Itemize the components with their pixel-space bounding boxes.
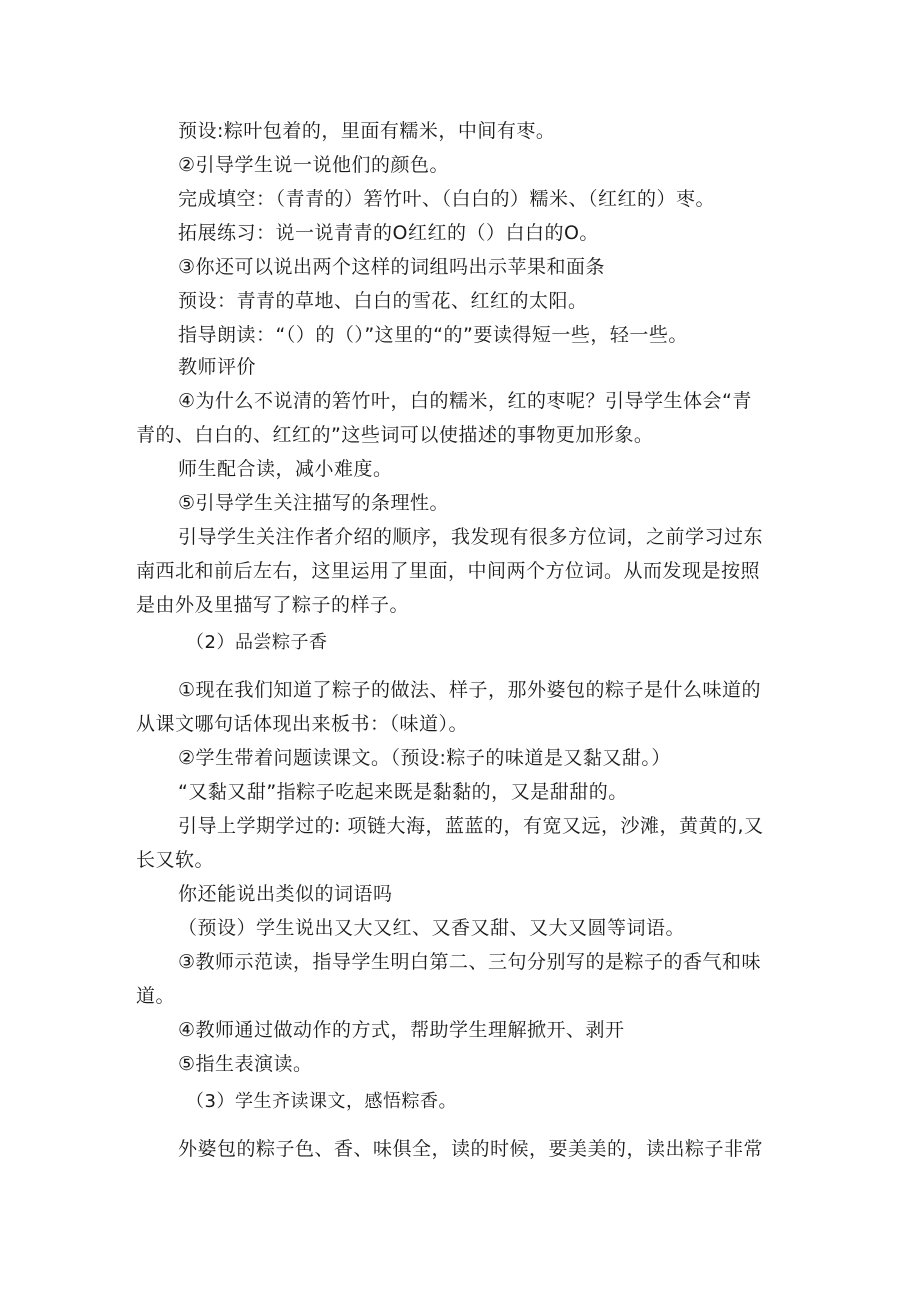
paragraph-line: ③你还可以说出两个这样的词组吗出示苹果和面条 (178, 256, 606, 278)
paragraph-line: ④为什么不说清的箬竹叶，白的糯米，红的枣呢？引导学生体会“青 (178, 390, 752, 412)
paragraph-line: 教师评价 (178, 356, 257, 378)
paragraph-line: 外婆包的粽子色、香、味俱全，读的时候，要美美的，读出粽子非常 (178, 1138, 764, 1160)
paragraph-line: ④教师通过做动作的方式，帮助学生理解掀开、剥开 (178, 1019, 625, 1041)
paragraph-line: 预设:粽叶包着的，里面有糯米，中间有枣。 (178, 120, 556, 142)
paragraph-line: 你还能说出类似的词语吗 (178, 883, 393, 905)
paragraph-line: 道。 (136, 985, 176, 1007)
section-heading: （2）品尝粽子香 (186, 632, 328, 653)
paragraph-line: 从课文哪句话体现出来板书：（味道）。 (136, 713, 469, 735)
paragraph-line: ⑤指生表演读。 (178, 1053, 313, 1075)
paragraph-line: ③教师示范读，指导学生明白第二、三句分别写的是粽子的香气和味 (178, 951, 762, 973)
paragraph-line: 南西北和前后左右，这里运用了里面，中间两个方位词。从而发现是按照 (136, 560, 761, 582)
paragraph-line: 引导学生关注作者介绍的顺序，我发现有很多方位词，之前学习过东 (178, 526, 764, 548)
paragraph-line: “又黏又甜”指粽子吃起来既是黏黏的，又是甜甜的。 (178, 781, 628, 803)
paragraph-line: 拓展练习：说一说青青的O红红的（）白白的O。 (178, 222, 599, 244)
paragraph-line: 青的、白白的、红红的”这些词可以使描述的事物更加形象。 (136, 424, 654, 446)
paragraph-line: 指导朗读：“（）的（）”这里的“的”要读得短一些，轻一些。 (178, 324, 688, 346)
paragraph-line: 是由外及里描写了粽子的样子。 (136, 594, 410, 616)
paragraph-line: 长又软。 (136, 849, 215, 871)
paragraph-line: ②学生带着问题读课文。（预设:粽子的味道是又黏又甜。） (178, 747, 671, 769)
paragraph-line: 师生配合读，减小难度。 (178, 458, 393, 480)
section-heading: （3）学生齐读课文，感悟粽香。 (186, 1091, 457, 1112)
paragraph-line: 完成填空：（青青的）箬竹叶、（白白的）糯米、（红红的）枣。 (178, 188, 716, 210)
paragraph-line: ①现在我们知道了粽子的做法、样子，那外婆包的粽子是什么味道的 (178, 679, 762, 701)
paragraph-line: ⑤引导学生关注描写的条理性。 (178, 492, 450, 514)
paragraph-line: 预设：青青的草地、白白的雪花、红红的太阳。 (178, 290, 588, 312)
paragraph-line: ②引导学生说一说他们的颜色。 (178, 154, 450, 176)
paragraph-line: （预设）学生说出又大又红、又香又甜、又大又圆等词语。 (178, 917, 686, 939)
paragraph-line: 引导上学期学过的: 项链大海，蓝蓝的，有宽又远，沙滩，黄黄的,又 (178, 815, 764, 837)
